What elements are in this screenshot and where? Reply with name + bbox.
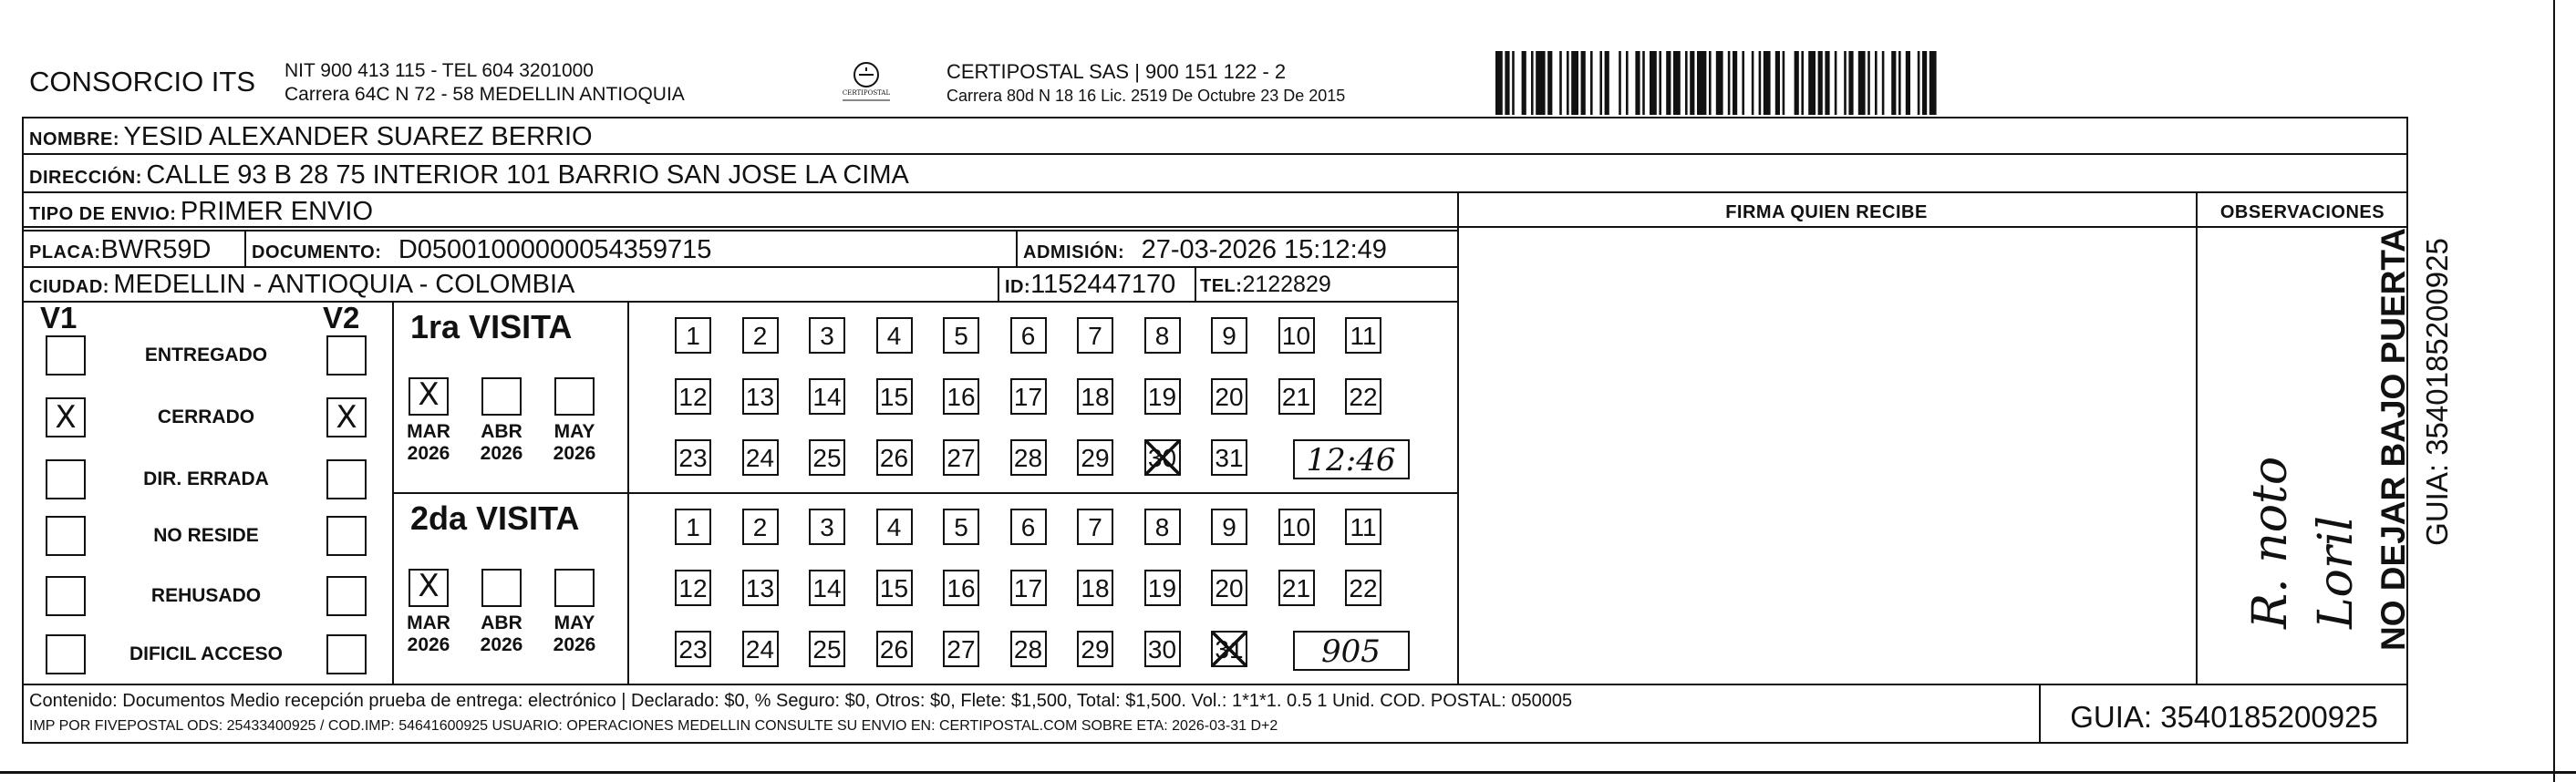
visit-day-box[interactable]: 20 <box>1211 570 1247 606</box>
status-v2-checkbox[interactable]: X <box>326 397 367 437</box>
visit-month-label <box>472 612 531 656</box>
barcode-bar <box>1567 51 1569 115</box>
visit-day-box[interactable]: 15 <box>876 378 913 415</box>
city-label: CIUDAD: <box>29 277 109 297</box>
barcode-bar <box>1808 51 1816 115</box>
certipostal-name: CERTIPOSTAL SAS | 900 151 122 - 2 <box>947 60 1287 83</box>
barcode-bar <box>1709 51 1712 115</box>
address-row <box>29 160 909 190</box>
barcode-bar <box>1801 51 1804 115</box>
status-v1-checkbox[interactable] <box>46 634 86 674</box>
visit-day-box[interactable]: 6 <box>1010 509 1047 545</box>
visit-title: 1ra VISITA <box>410 308 573 345</box>
tel-value: 2122829 <box>1242 272 1331 297</box>
visit-day-box[interactable]: 14 <box>809 570 845 606</box>
visit-day-box[interactable]: 11 <box>1345 317 1381 354</box>
visit-day-box[interactable]: 18 <box>1077 570 1113 606</box>
visit-day-box[interactable]: 4 <box>876 317 913 354</box>
document-value: D05001000000054359715 <box>398 235 712 264</box>
visit-day-box[interactable]: 1 <box>675 317 711 354</box>
visit-day-box[interactable]: 3 <box>809 509 845 545</box>
page-right-rule <box>2553 0 2555 782</box>
certipostal-logo <box>839 60 894 104</box>
visit-month-label <box>399 612 458 656</box>
visit-day-box[interactable]: 2 <box>742 509 779 545</box>
visit-day-box[interactable]: 2 <box>742 317 779 354</box>
status-v2-checkbox[interactable] <box>326 459 367 499</box>
barcode-bar <box>1495 51 1503 115</box>
name-row <box>29 122 593 152</box>
status-v1-checkbox[interactable] <box>46 459 86 499</box>
barcode-bar <box>1505 51 1509 115</box>
status-label: NO RESIDE <box>153 525 259 546</box>
visit-day-box[interactable]: 12 <box>675 570 711 606</box>
barcode-bar <box>1795 51 1799 115</box>
visit-time-box[interactable]: 905 <box>1293 631 1410 671</box>
footer-imp: IMP POR FIVEPOSTAL ODS: 25433400925 / COD.IMP: 54641600925 USUARIO: OPERACIONES MEDELLIN CONSULTE SU ENVIO EN: CERTIPOSTAL.COM SOBRE ETA: 2026-03-31 D+2 <box>29 718 1278 734</box>
barcode-bar <box>1922 51 1927 115</box>
barcode-bar <box>1547 51 1552 115</box>
shipping-type-value: PRIMER ENVIO <box>180 197 374 226</box>
visit-day-box[interactable]: 31 <box>1211 439 1247 476</box>
name-value: YESID ALEXANDER SUAREZ BERRIO <box>123 122 593 151</box>
barcode-bar <box>1875 51 1878 115</box>
visit-day-box[interactable]: 1 <box>675 509 711 545</box>
visit-title: 2da VISITA <box>410 499 580 537</box>
visit-month-name: MAR <box>407 612 450 633</box>
visit-month-name: ABR <box>481 612 522 633</box>
visit-day-box[interactable]: 9 <box>1211 509 1247 545</box>
shipping-type-label: TIPO DE ENVIO: <box>29 204 177 224</box>
visit-day-box[interactable]: 24 <box>742 631 779 667</box>
status-v2-checkbox[interactable] <box>326 634 367 674</box>
visit-day-box[interactable]: 31 <box>1211 631 1247 667</box>
visit-day-box[interactable]: 15 <box>876 570 913 606</box>
visit-day-box[interactable]: 9 <box>1211 317 1247 354</box>
status-v2-checkbox[interactable] <box>326 516 367 556</box>
certipostal-address: Carrera 80d N 18 16 Lic. 2519 De Octubre 23 De 2015 <box>947 87 1346 105</box>
document-field <box>252 235 711 265</box>
status-label: DIFICIL ACCESO <box>129 643 283 664</box>
barcode-bar <box>1571 51 1578 115</box>
visit-month-label <box>545 421 604 465</box>
plate-label: PLACA: <box>29 242 101 262</box>
city-field <box>29 270 574 300</box>
visit-day-box[interactable]: 4 <box>876 509 913 545</box>
barcode-bar <box>1929 51 1937 115</box>
visit-day-box[interactable]: 22 <box>1345 570 1381 606</box>
company-address: Carrera 64C N 72 - 58 MEDELLIN ANTIOQUIA <box>284 84 685 105</box>
tel-label: TEL: <box>1200 276 1243 296</box>
v2-header: V2 <box>323 301 360 334</box>
visit-day-box[interactable]: 27 <box>943 439 979 476</box>
barcode-bar <box>1867 51 1870 115</box>
tel-field <box>1200 272 1331 298</box>
status-v1-checkbox[interactable]: X <box>46 397 86 437</box>
visit-day-box[interactable]: 29 <box>1077 439 1113 476</box>
observations-header: OBSERVACIONES <box>2219 202 2385 222</box>
barcode-bar <box>1690 51 1694 115</box>
visit-month-name: MAR <box>407 421 450 442</box>
visit-day-box[interactable]: 28 <box>1010 439 1047 476</box>
visit-day-box[interactable]: 3 <box>809 317 845 354</box>
visit-month-year: 2026 <box>480 634 523 655</box>
company-name: CONSORCIO ITS <box>29 66 256 98</box>
id-value: 1152447170 <box>1030 270 1176 299</box>
handwriting-line-1: R. noto <box>2243 456 2298 629</box>
visit-day-box[interactable]: 8 <box>1144 509 1181 545</box>
name-label: NOMBRE: <box>29 129 120 149</box>
visit-month-checkbox[interactable] <box>554 569 595 607</box>
visit-day-box[interactable]: 14 <box>809 378 845 415</box>
status-v1-checkbox[interactable] <box>46 335 86 376</box>
barcode-bar <box>1818 51 1823 115</box>
visit-month-year: 2026 <box>480 443 523 464</box>
status-label: DIR. ERRADA <box>143 468 269 489</box>
visit-day-box[interactable]: 6 <box>1010 317 1047 354</box>
visit-month-label <box>399 421 458 465</box>
barcode-bar <box>1835 51 1837 115</box>
barcode-bar <box>1581 51 1586 115</box>
visit-month-checkbox[interactable]: X <box>409 569 449 607</box>
visit-day-box[interactable]: 25 <box>809 439 845 476</box>
barcode-bar <box>1825 51 1829 115</box>
visit-day-box[interactable]: 19 <box>1144 378 1181 415</box>
barcode-bar <box>1716 51 1723 115</box>
visit-day-box[interactable]: 17 <box>1010 570 1047 606</box>
admission-value: 27-03-2026 15:12:49 <box>1141 235 1387 264</box>
barcode-bar <box>1882 51 1885 115</box>
plate-field <box>29 235 211 265</box>
visit-day-box[interactable]: 24 <box>742 439 779 476</box>
visit-day-box[interactable]: 8 <box>1144 317 1181 354</box>
visit-day-box[interactable]: 30 <box>1144 439 1181 476</box>
visit-day-box[interactable]: 21 <box>1278 570 1315 606</box>
status-label: REHUSADO <box>150 585 262 606</box>
visit-day-box[interactable]: 30 <box>1144 631 1181 667</box>
handwritten-observation-2 <box>2309 355 2364 629</box>
barcode-bar <box>1891 51 1896 115</box>
visit-day-box[interactable]: 10 <box>1278 317 1315 354</box>
id-label: ID: <box>1005 277 1031 297</box>
company-nit: NIT 900 413 115 - TEL 604 3201000 <box>284 60 594 81</box>
barcode-bar <box>1844 51 1847 115</box>
address-label: DIRECCIÓN: <box>29 168 142 188</box>
visit-month-name: MAY <box>553 612 595 633</box>
status-v2-checkbox[interactable] <box>326 335 367 376</box>
barcode-bar <box>1619 51 1621 115</box>
v1-header: V1 <box>40 301 78 334</box>
visit-day-box[interactable]: 27 <box>943 631 979 667</box>
visit-month-year: 2026 <box>407 634 450 655</box>
plate-value: BWR59D <box>100 235 212 264</box>
visit-day-box[interactable]: 21 <box>1278 378 1315 415</box>
visit-day-box[interactable]: 7 <box>1077 509 1113 545</box>
handwriting-line-2: Loril <box>2309 516 2364 629</box>
visit-day-box[interactable]: 13 <box>742 570 779 606</box>
barcode-bar <box>1752 51 1754 115</box>
barcode-bar <box>1775 51 1780 115</box>
visit-day-box[interactable]: 22 <box>1345 378 1381 415</box>
visit-month-checkbox[interactable]: X <box>409 377 449 416</box>
visit-day-box[interactable]: 23 <box>675 631 711 667</box>
barcode-bar <box>1650 51 1657 115</box>
document-label: DOCUMENTO: <box>252 242 382 262</box>
visit-month-label <box>545 612 604 656</box>
barcode-bar <box>1759 51 1762 115</box>
address-value: CALLE 93 B 28 75 INTERIOR 101 BARRIO SAN JOSE LA CIMA <box>146 160 909 190</box>
visit-day-box[interactable]: 17 <box>1010 378 1047 415</box>
barcode-bar <box>1605 51 1609 115</box>
barcode-bar <box>1642 51 1645 115</box>
certipostal-logo-text: CERTIPOSTAL <box>842 89 891 97</box>
visit-day-box[interactable]: 13 <box>742 378 779 415</box>
visit-month-checkbox[interactable] <box>554 377 595 416</box>
barcode-bar <box>1764 51 1771 115</box>
visit-month-year: 2026 <box>553 443 596 464</box>
barcode-bar <box>1590 51 1593 115</box>
visit-day-box[interactable]: 28 <box>1010 631 1047 667</box>
visit-month-name: ABR <box>481 421 522 442</box>
visit-month-checkbox[interactable] <box>481 569 522 607</box>
visit-day-box[interactable]: 10 <box>1278 509 1315 545</box>
barcode-bar <box>1659 51 1661 115</box>
visit-day-box[interactable]: 7 <box>1077 317 1113 354</box>
barcode-bar <box>1522 51 1526 115</box>
admission-field <box>1023 235 1387 265</box>
status-v1-checkbox[interactable] <box>46 576 86 616</box>
visit-day-box[interactable]: 18 <box>1077 378 1113 415</box>
visit-day-box[interactable]: 25 <box>809 631 845 667</box>
barcode-bar <box>1783 51 1785 115</box>
barcode-bar <box>1858 51 1866 115</box>
barcode <box>1495 51 2225 115</box>
visit-month-label <box>472 421 531 465</box>
visit-month-year: 2026 <box>407 443 450 464</box>
barcode-bar <box>1666 51 1671 115</box>
id-field <box>1005 270 1175 300</box>
barcode-bar <box>1728 51 1731 115</box>
barcode-bar <box>1626 51 1629 115</box>
footer-guide: GUIA: 3540185200925 <box>2070 700 2378 734</box>
visit-day-box[interactable]: 23 <box>675 439 711 476</box>
barcode-bar <box>1697 51 1706 115</box>
certipostal-logo-icon <box>839 60 894 104</box>
shipping-type-row <box>29 197 373 227</box>
visit-day-box[interactable]: 16 <box>943 570 979 606</box>
signature-header: FIRMA QUIEN RECIBE <box>1725 202 1928 222</box>
status-v2-checkbox[interactable] <box>326 576 367 616</box>
barcode-bar <box>1906 51 1910 115</box>
admission-label: ADMISIÓN: <box>1023 242 1125 262</box>
visit-time-box[interactable]: 12:46 <box>1293 439 1410 479</box>
visit-day-box[interactable]: 29 <box>1077 631 1113 667</box>
barcode-graphic <box>1495 51 2225 115</box>
side-warning: NO DEJAR BAJO PUERTA <box>2374 228 2412 651</box>
city-value: MEDELLIN - ANTIOQUIA - COLOMBIA <box>113 270 575 299</box>
barcode-bar <box>1559 51 1562 115</box>
page-bottom-rule <box>0 771 2576 774</box>
barcode-bar <box>1512 51 1515 115</box>
visit-month-checkbox[interactable] <box>481 377 522 416</box>
footer-content: Contenido: Documentos Medio recepción prueba de entrega: electrónico | Declarado: $0, % Seguro: $0, Otros: $0, Flete: $1,500, Total: $1,500. Vol.: 1*1*1. 0.5 1 Unid. COD. POSTAL: 050005 <box>29 691 1573 711</box>
visit-day-box[interactable]: 11 <box>1345 509 1381 545</box>
barcode-bar <box>1685 51 1688 115</box>
barcode-bar <box>1599 51 1602 115</box>
visit-day-box[interactable]: 19 <box>1144 570 1181 606</box>
barcode-bar <box>1742 51 1744 115</box>
visit-month-year: 2026 <box>553 634 596 655</box>
visit-day-box[interactable]: 20 <box>1211 378 1247 415</box>
barcode-bar <box>1673 51 1681 115</box>
barcode-bar <box>1531 51 1534 115</box>
status-label: ENTREGADO <box>144 345 268 365</box>
visit-day-box[interactable]: 16 <box>943 378 979 415</box>
barcode-bar <box>1536 51 1545 115</box>
status-v1-checkbox[interactable] <box>46 516 86 556</box>
visit-month-name: MAY <box>553 421 595 442</box>
barcode-bar <box>1733 51 1737 115</box>
handwritten-observation <box>2243 337 2298 629</box>
barcode-bar <box>1848 51 1853 115</box>
visit-day-box[interactable]: 26 <box>876 631 913 667</box>
visit-day-box[interactable]: 5 <box>943 509 979 545</box>
barcode-bar <box>1635 51 1640 115</box>
status-label: CERRADO <box>157 406 255 427</box>
side-guide: GUIA: 3540185200925 <box>2420 238 2454 546</box>
visit-day-box[interactable]: 12 <box>675 378 711 415</box>
visit-day-box[interactable]: 5 <box>943 317 979 354</box>
visit-day-box[interactable]: 26 <box>876 439 913 476</box>
barcode-bar <box>1918 51 1920 115</box>
barcode-bar <box>1898 51 1901 115</box>
